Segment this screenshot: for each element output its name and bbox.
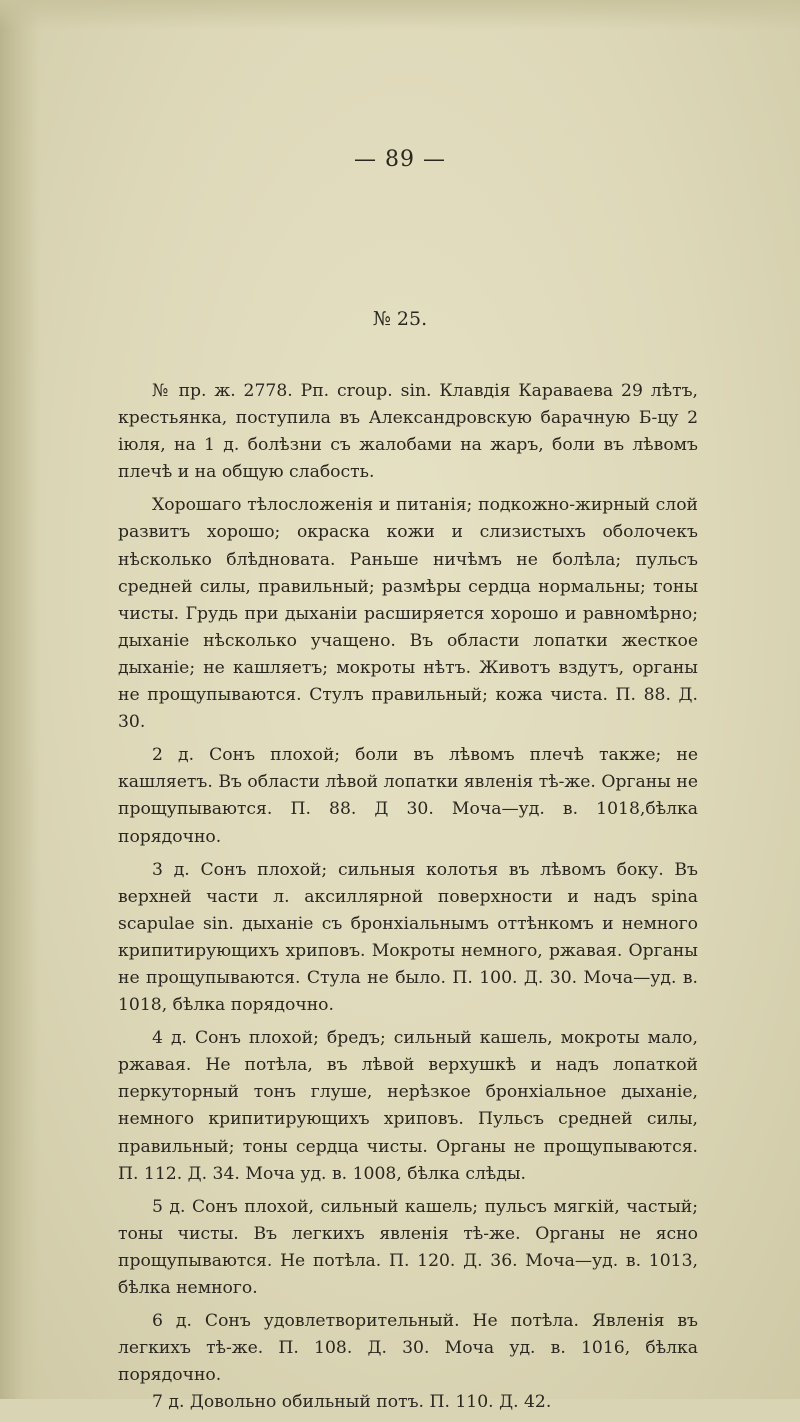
paragraph-day-5: 5 д. Сонъ плохой, сильный кашель; пульсъ мягкій, частый; тоны чисты. Въ легкихъ явленія тѣ-же. Органы не ясно прощупываются. Не потѣла. П. 120. Д. 36. Моча—уд. в. 1013, бѣлка немного. (118, 1196, 698, 1298)
paragraph-day-2: 2 д. Сонъ плохой; боли въ лѣвомъ плечѣ также; не кашляетъ. Въ области лѣвой лопатки явленія тѣ-же. Органы не прощупываются. П. 88. Д 30. Моча—уд. в. 1018,бѣлка порядочно. (118, 745, 698, 847)
case-report-body (118, 378, 698, 1422)
paragraph-day-7: 7 д. Довольно обильный потъ. П. 110. Д. 42. (152, 1392, 552, 1413)
paragraph-day-3: 3 д. Сонъ плохой; сильныя колотья въ лѣвомъ боку. Въ верхней части л. аксиллярной поверхности и надъ spina scapulae sin. дыханіе съ бронхіальнымъ оттѣнкомъ и немного крипитирующихъ хриповъ. Мокроты немного, ржавая. Органы не прощупываются. Стула не было. П. 100. Д. 30. Моча—уд. в. 1018, бѣлка порядочно. (118, 859, 698, 1016)
case-title: № 25. (372, 308, 428, 330)
paragraph-day-4: 4 д. Сонъ плохой; бредъ; сильный кашель, мокроты мало, ржавая. Не потѣла, въ лѣвой верхушкѣ и надъ лопаткой перкуторный тонъ глуше, нерѣзкое бронхіальное дыханіе, немного крипитирующихъ хриповъ. Пульсъ средней силы, правильный; тоны сердца чисты. Органы не прощупываются. П. 112. Д. 34. Моча уд. в. 1008, бѣлка слѣды. (118, 1028, 698, 1184)
page-top-shadow (0, 0, 800, 30)
page-number: — 89 — (354, 147, 446, 172)
page-edge-shadow (0, 0, 40, 1399)
paragraph-day-6: 6 д. Сонъ удовлетворительный. Не потѣла. Явленія въ легкихъ тѣ-же. П. 108. Д. 30. Моча уд. в. 1016, бѣлка порядочно. (118, 1311, 698, 1386)
paragraph-status: Хорошаго тѣлосложенія и питанія; подкожно-жирный слой развитъ хорошо; окраска кожи и слизистыхъ оболочекъ нѣсколько блѣдновата. Раньше ничѣмъ не болѣла; пульсъ средней силы, правильный; размѣры сердца нормальны; тоны чисты. Грудь при дыханіи расширяется хорошо и равномѣрно; дыханіе нѣсколько учащено. Въ области лопатки жесткое дыханіе; не кашляетъ; мокроты нѣтъ. Животъ вздутъ, органы не прощупываются. Стулъ правильный; кожа чиста. П. 88. Д. 30. (118, 495, 698, 733)
paragraph-admission: № пр. ж. 2778. Рп. croup. sin. Клавдія Караваева 29 лѣтъ, крестьянка, поступила въ Александровскую барачную Б-цу 2 іюля, на 1 д. болѣзни съ жалобами на жаръ, боли въ лѣвомъ плечѣ и на общую слабость. (118, 381, 698, 483)
